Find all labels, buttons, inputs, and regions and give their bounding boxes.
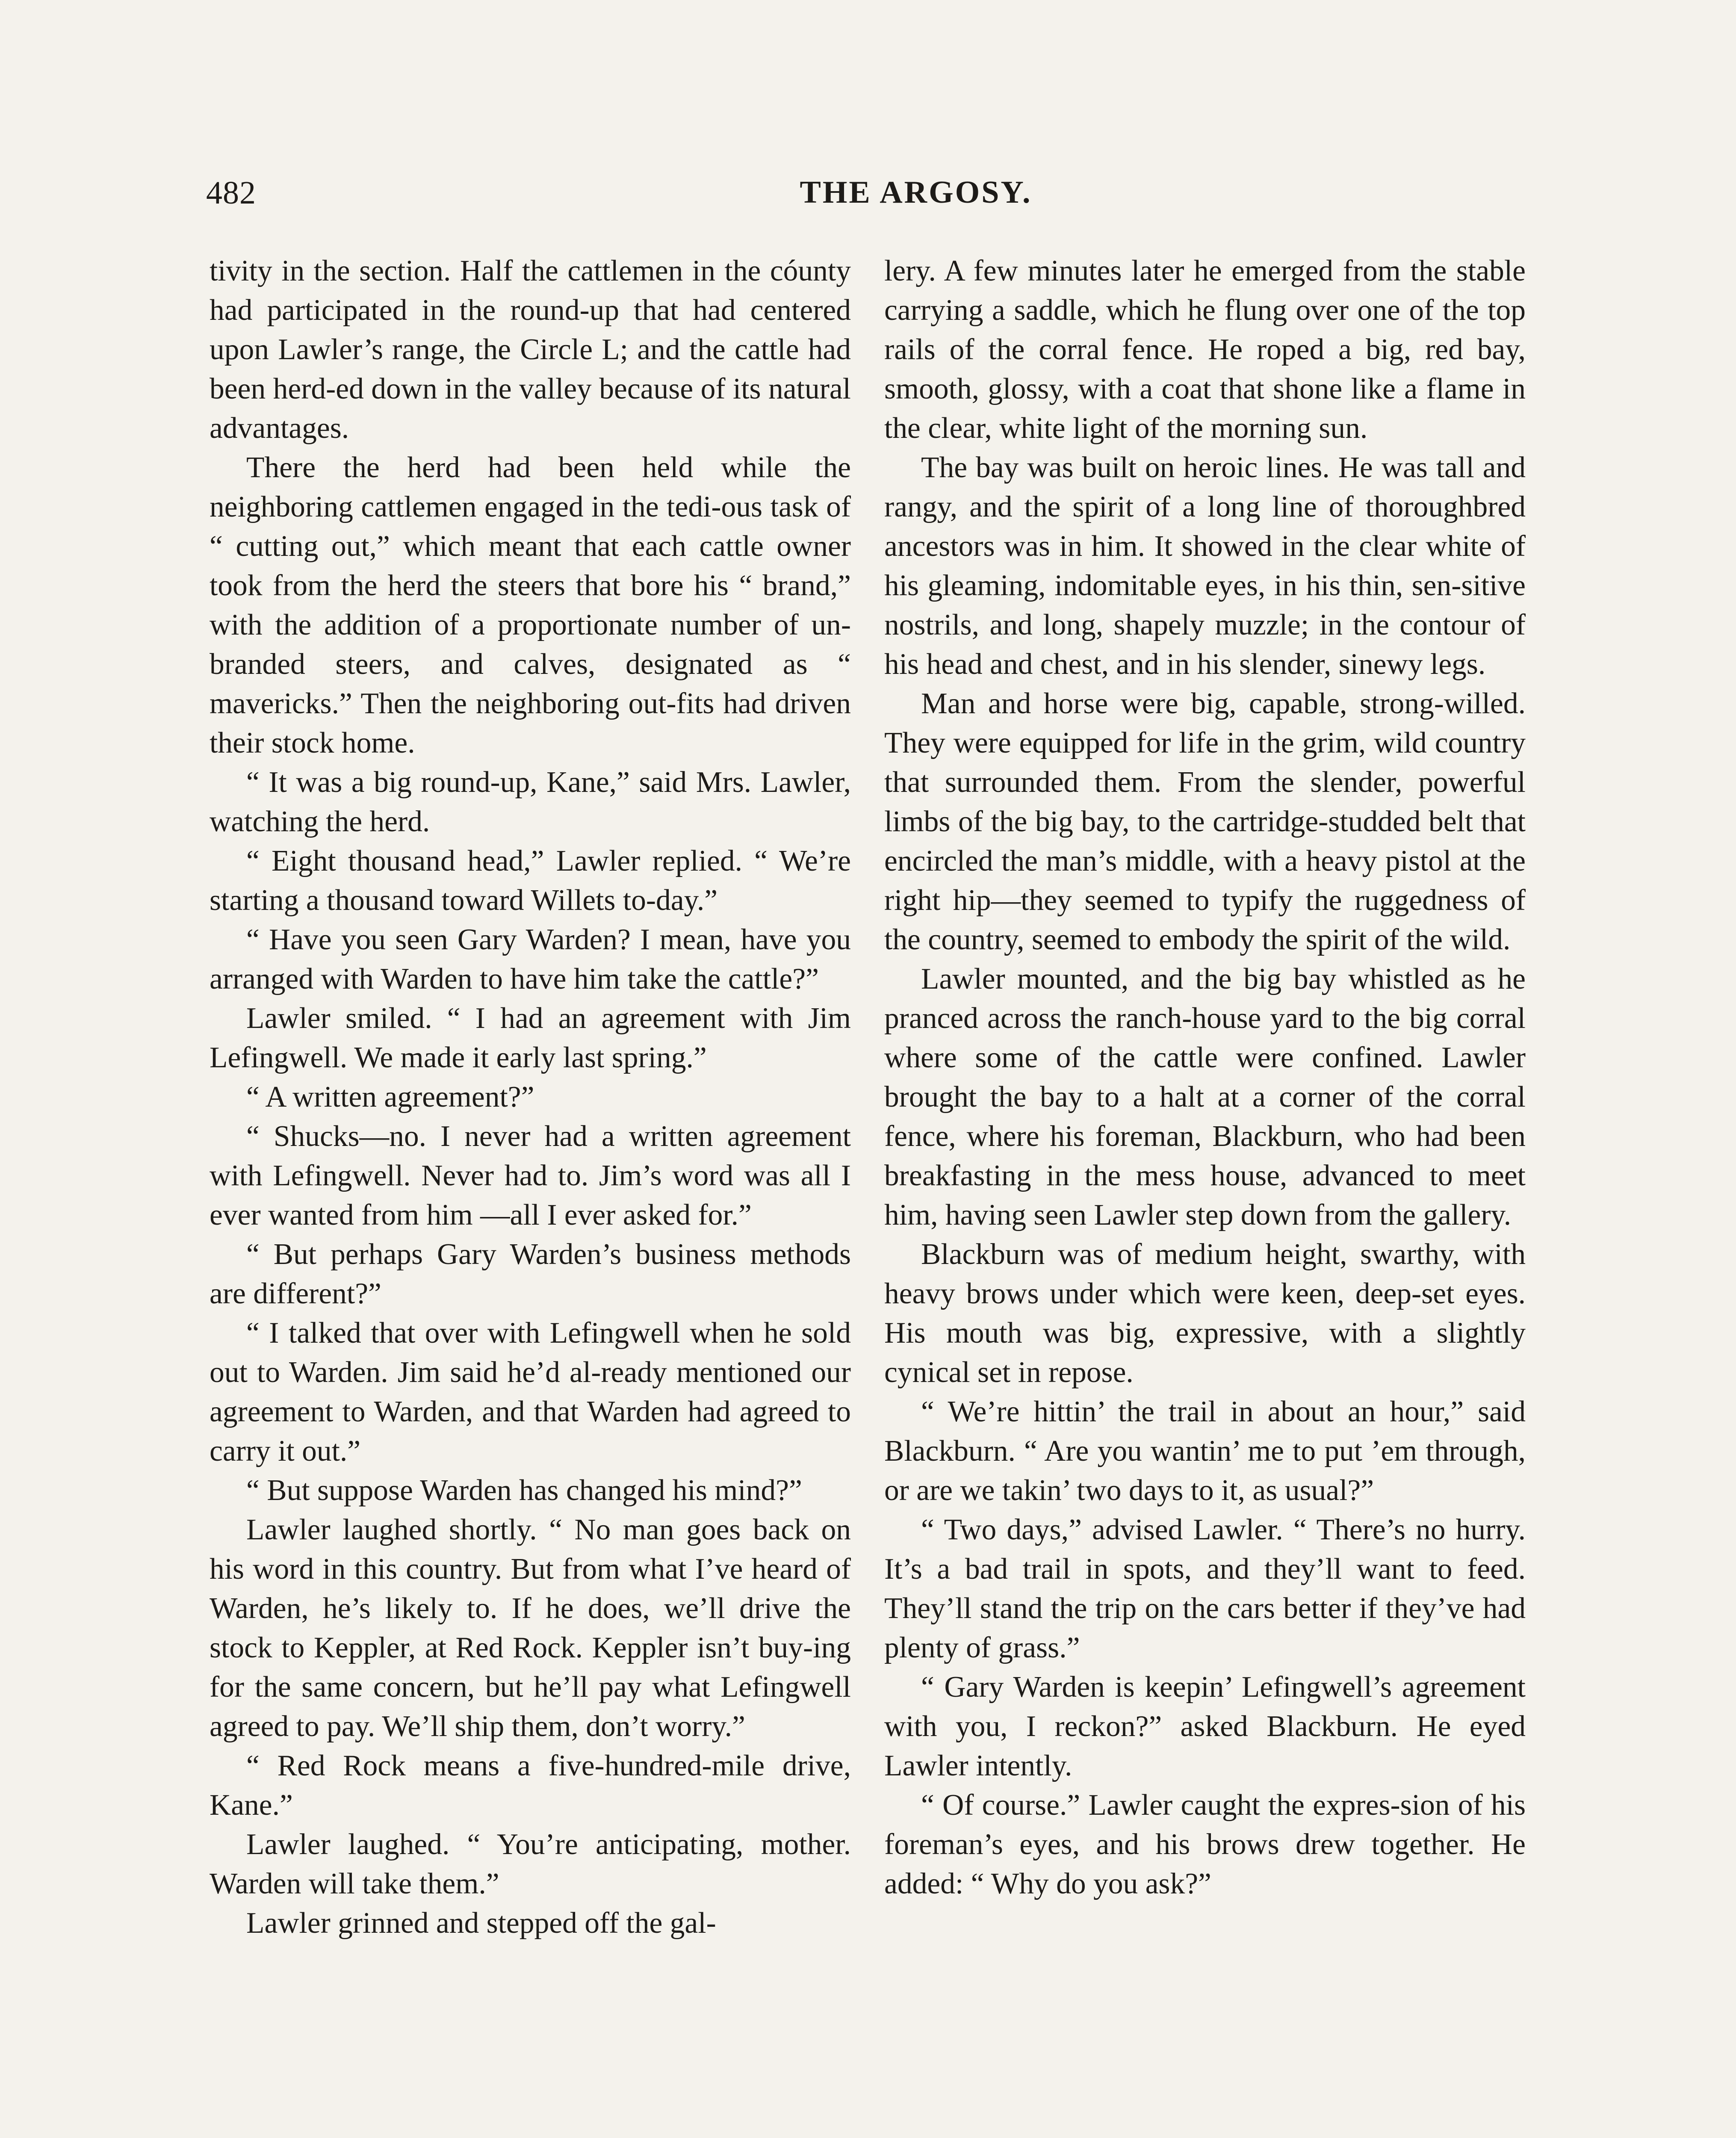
paragraph: Blackburn was of medium height, swarthy, with heavy brows under which were keen, deep-set eyes. His mouth was big, expressive, with a slightly cynical set in repose. — [884, 1238, 1526, 1389]
paragraph: “ A written agreement?” — [246, 1081, 534, 1113]
paragraph: “ Shucks—no. I never had a written agreement with Lefingwell. Never had to. Jim’s word was all I ever wanted from him —all I ever asked for.” — [210, 1120, 851, 1231]
paragraph: “ Gary Warden is keepin’ Lefingwell’s agreement with you, I reckon?” asked Blackburn. He eyed Lawler intently. — [884, 1671, 1526, 1782]
paragraph: The bay was built on heroic lines. He was tall and rangy, and the spirit of a long line of thoroughbred ancestors was in him. It showed in the clear white of his gleaming, indomitable eyes, in his thin, sen-sitive nostrils, and long, shapely muzzle; in the contour of his head and chest, and in his slender, sinewy legs. — [884, 451, 1526, 681]
paragraph: Lawler grinned and stepped off the gal- — [246, 1907, 716, 1940]
paragraph: There the herd had been held while the neighboring cattlemen engaged in the tedi-ous task of “ cutting out,” which meant that each cattle owner took from the herd the steers that bore his “ brand,” with the addition of a proportionate number of un-branded steers, and calves, designated as “ mavericks.” Then the neighboring out-fits had driven their stock home. — [210, 451, 851, 759]
paragraph: Man and horse were big, capable, strong-willed. They were equipped for life in the grim, wild country that surrounded them. From the slender, powerful limbs of the big bay, to the cartridge-studded belt that encircled the man’s middle, with a heavy pistol at the right hip—they seemed to typify the ruggedness of the country, seemed to embody the spirit of the wild. — [884, 687, 1526, 956]
paragraph: “ But perhaps Gary Warden’s business methods are different?” — [210, 1238, 851, 1310]
paragraph: “ Of course.” Lawler caught the expres-sion of his foreman’s eyes, and his brows drew together. He added: “ Why do you ask?” — [884, 1789, 1526, 1900]
paragraph: “ Red Rock means a five-hundred-mile drive, Kane.” — [210, 1749, 851, 1822]
paragraph: Lawler laughed shortly. “ No man goes back on his word in this country. But from what I’ve heard of Warden, he’s likely to. If he does, we’ll drive the stock to Keppler, at Red Rock. Keppler isn’t buy-ing for the same concern, but he’ll pay what Lefingwell agreed to pay. We’ll ship them, don’t worry.” — [210, 1513, 851, 1743]
paragraph: “ But suppose Warden has changed his mind?” — [246, 1474, 802, 1507]
paragraph: Lawler smiled. “ I had an agreement with Jim Lefingwell. We made it early last spring.” — [210, 1002, 851, 1074]
right-column — [884, 251, 1526, 1904]
paragraph: “ It was a big round-up, Kane,” said Mrs. Lawler, watching the herd. — [210, 766, 851, 838]
paragraph: lery. A few minutes later he emerged from the stable carrying a saddle, which he flung over one of the top rails of the corral fence. He roped a big, red bay, smooth, glossy, with a coat that shone like a flame in the clear, white light of the morning sun. — [884, 254, 1526, 445]
page-header — [206, 174, 1532, 221]
left-column — [210, 251, 851, 1943]
paragraph: Lawler laughed. “ You’re anticipating, mother. Warden will take them.” — [210, 1828, 851, 1900]
paragraph: “ We’re hittin’ the trail in about an hour,” said Blackburn. “ Are you wantin’ me to put ’em through, or are we takin’ two days to it, as usual?” — [884, 1395, 1526, 1507]
paragraph: tivity in the section. Half the cattlemen in the cóunty had participated in the round-up that had centered upon Lawler’s range, the Circle L; and the cattle had been herd-ed down in the valley because of its natural advantages. — [210, 254, 851, 445]
paragraph: “ I talked that over with Lefingwell when he sold out to Warden. Jim said he’d al-ready mentioned our agreement to Warden, and that Warden had agreed to carry it out.” — [210, 1317, 851, 1468]
page-number: 482 — [206, 175, 256, 211]
paragraph: Lawler mounted, and the big bay whistled as he pranced across the ranch-house yard to the big corral where some of the cattle were confined. Lawler brought the bay to a halt at a corner of the corral fence, where his foreman, Blackburn, who had been breakfasting in the mess house, advanced to meet him, having seen Lawler step down from the gallery. — [884, 963, 1526, 1231]
paragraph: “ Two days,” advised Lawler. “ There’s no hurry. It’s a bad trail in spots, and they’ll want to feed. They’ll stand the trip on the cars better if they’ve had plenty of grass.” — [884, 1513, 1526, 1664]
paragraph: “ Eight thousand head,” Lawler replied. “ We’re starting a thousand toward Willets to-day.” — [210, 845, 851, 917]
paragraph: “ Have you seen Gary Warden? I mean, have you arranged with Warden to have him take the cattle?” — [210, 923, 851, 995]
running-title: THE ARGOSY. — [800, 175, 1032, 210]
